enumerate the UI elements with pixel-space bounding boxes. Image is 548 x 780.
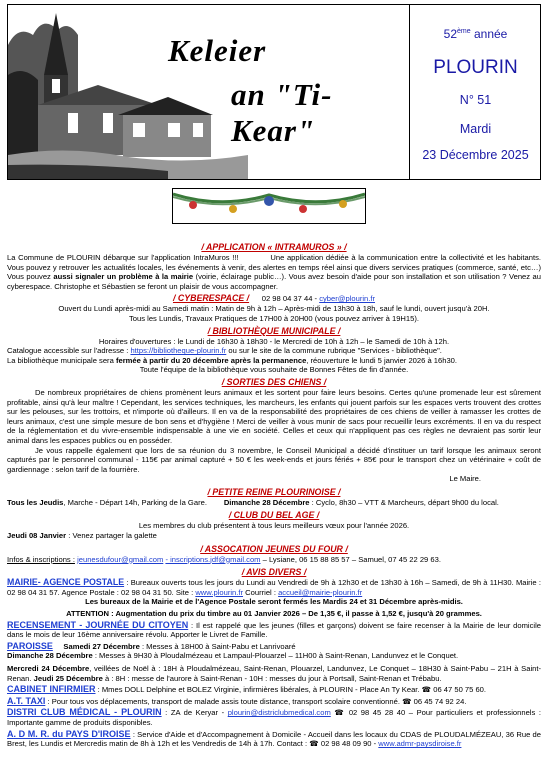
paroisse-block: PAROISSE Samedi 27 Décembre : Messes à 18H00 à Saint-Pabu et Lanrivoaré bbox=[7, 640, 296, 651]
taxi-block: A.T. TAXI : Pour tous vos déplacements, transport de malade assis toute distance, transport scolaire conventionné. ☎ 06 45 74 92 24. bbox=[7, 695, 467, 706]
app-text: La Commune de PLOURIN débarque sur l'application IntraMuros !!! Une application dédiée à la communication entre la collectivité et les habitants. Vous pouvez y retrouver les actualités locales, les événements à venir, des alertes en temps réel ainsi que divers services pratiques (commerce, santé, etc…) Vous pouvez aussi signaler un problème à la mairie (voirie, éclairage public…). Vous avez besoin d'aide pour son installation et son utilisation ? Venez au cyberespace. Christophe et Sébastien se feront un plaisir de vous accompagner. bbox=[7, 253, 541, 291]
section-title-reine: / PETITE REINE PLOURINOISE / bbox=[207, 486, 341, 497]
ajf-email-link[interactable]: jeunesdufour@gmail.com bbox=[77, 554, 164, 564]
section-title-chiens: / SORTIES DES CHIENS / bbox=[221, 376, 327, 387]
recensement-block: RECENSEMENT - JOURNÉE DU CITOYEN : Il est rappelé que les jeunes (filles et garçons) doivent se faire recenser à la Mairie de leur domicile dans le mois de leur 16ème anniversaire révolu. Apporter le Livret de Famille. bbox=[7, 619, 541, 640]
section-title-belage: / CLUB DU BEL AGE / bbox=[228, 510, 320, 521]
year-label: 52ème année bbox=[443, 27, 508, 41]
reine-line: Tous les Jeudis, Marche - Départ 14h, Parking de la Gare. Dimanche 28 Décembre : Cyclo, 8h30 – VTT & Marcheurs, départ 9h00 du local. bbox=[7, 497, 499, 507]
issue-date: 23 Décembre 2025 bbox=[422, 148, 529, 162]
phone-icon: ☎ bbox=[421, 685, 432, 695]
issue-info bbox=[410, 5, 541, 179]
bulletin-content bbox=[7, 242, 541, 749]
belage-wishes: Les membres du club présentent à tous leurs meilleurs vœux pour l'année 2026. bbox=[138, 521, 410, 531]
christmas-garland-icon bbox=[173, 189, 365, 223]
ajf-inscription-link[interactable]: jdf@gmail.com bbox=[210, 554, 261, 564]
mairie-block: MAIRIE- AGENCE POSTALE : Bureaux ouverts tous les jours du Lundi au Vendredi de 9h à 12h30 et de 13h30 à 16h – Samedi, de 9h à 11H30. Mairie : 02 98 04 31 57. Agence Postale : 02 98 04 31 50. Site : www.plourin.fr Courriel : accueil@mairie-plourin.fr bbox=[7, 577, 541, 597]
weekday: Mardi bbox=[459, 122, 492, 136]
cyber-head: / CYBERESPACE / 02 98 04 37 44 - cyber@plourin.fr bbox=[172, 293, 376, 304]
timbre-notice: ATTENTION : Augmentation du prix du timbre au 01 Janvier 2026 – De 1,35 €, il passe à 1,52 €, jusqu'à 20 grammes. bbox=[66, 609, 482, 619]
site-link[interactable]: www.plourin.fr bbox=[195, 587, 244, 597]
phone-icon: ☎ bbox=[309, 739, 319, 749]
section-title-cyber: / CYBERESPACE / bbox=[172, 293, 250, 304]
chiens-para1: De nombreux propriétaires de chiens promènent leurs animaux et les sortent pour faire leurs besoins. Certes qu'une promenade leur est sûrement profitable, ainsi qu'à leur maître ! Cependant, les services techniques, les marcheurs, les enfants qui jouent parfois sur les espaces verts trouvent des crottes sur les pelouses, sur les trottoirs, et n'importe où d'ailleurs. Il en va de la responsabilité des propriétaires de ces chiens de veiller à ramasser les crottes de leurs animaux, c'est une simple mesure de bon sens et d'hygiène ! Merci de veiller à vous munir de sacs pour recueillir leurs excréments. Il en va du respect de la réglementation et du vivre-ensemble indispensable à une vie en société. Celles et ceux qui n'appliquent pas ces règles ne devraient pas sortir leur animal dans les espaces publics ou en posséder. bbox=[7, 387, 541, 445]
section-title-avis: / AVIS DIVERS / bbox=[241, 567, 307, 578]
masthead bbox=[7, 4, 541, 180]
cyber-hours: Ouvert du Lundi après-midi au Samedi matin : Matin de 9h à 12h – Après-midi de 13h30 à 18h, sauf le lundi, ouvert jusqu'à 20H. bbox=[58, 304, 490, 314]
phone-icon: ☎ bbox=[402, 696, 412, 706]
distri-block: DISTRI CLUB MÉDICAL - PLOURIN : ZA de Keryar - plourin@districlubmedical.com ☎ 02 98 45 28 40 – Pour particuliers et professionnels : Importante gamme de produits disponibles. bbox=[7, 707, 541, 727]
paroisse-dimanche: Dimanche 28 Décembre : Messes à 9H30 à Ploudalmézeau et Lampaul-Plouarzel – 11H00 à Saint-Renan, Landunvez et le Conquet. bbox=[7, 651, 459, 661]
biblio-catalogue: Catalogue accessible sur l'adresse : https://bibliotheque-plourin.fr ou sur le site de la commune rubrique "Services - bibliothèque". bbox=[7, 346, 442, 356]
church-illustration bbox=[8, 5, 410, 179]
biblio-hours: Horaires d'ouvertures : le Lundi de 16h30 à 18h30 - le Mercredi de 10h à 12h – le Samedi de 10h à 12h. bbox=[98, 336, 450, 346]
paroisse-noel: Mercredi 24 Décembre, veillées de Noël à : 18H à Ploudalmézeau, Saint-Renan, Plouarzel, Landunvez, Le Conquet – 18H30 à Saint-Pabu – 21H à Saint-Renan. Jeudi 25 Décembre à : 8H : messe de l'aurore à Saint-Renan - 10H : messes du jour à Portsall, Saint-Renan et Trébabu. bbox=[7, 664, 542, 683]
admr-block: A. D M. R. du PAYS D'IROISE : Service d'Aide et d'Accompagnement à Domicile - Accueil dans les locaux du CDAS de PLOUDALMÉZEAU, 36 Rue de Brest, les Lundis et Mercredis matin de 8h à 12h et les Vendredis de 14h à 17h. Contact : ☎ 02 98 48 09 90 - www.admr-paysdiroise.fr bbox=[7, 728, 542, 749]
belage-event: Jeudi 08 Janvier : Venez partager la galette bbox=[7, 531, 157, 541]
cyber-email-link[interactable]: cyber@plourin.fr bbox=[319, 294, 376, 304]
courriel-link[interactable]: accueil@mairie-plourin.fr bbox=[278, 587, 363, 597]
distri-email-link[interactable]: plourin@districlubmedical.com bbox=[227, 708, 331, 718]
festive-banner bbox=[172, 188, 366, 224]
phone-icon: ☎ bbox=[334, 708, 346, 718]
section-title-app: / APPLICATION « INTRAMUROS » / bbox=[201, 242, 347, 252]
biblio-wishes: Toute l'équipe de la bibliothèque vous souhaite de Bonnes Fêtes de fin d'année. bbox=[139, 365, 409, 375]
ajf-line: Infos & inscriptions : jeunesdufour@gmail.com - inscriptions.jdf@gmail.com – Lysiane, 06 15 88 85 57 – Samuel, 07 45 22 29 63. bbox=[7, 554, 441, 564]
title-line-1: Keleier bbox=[168, 33, 267, 68]
biblio-link[interactable]: https://bibliotheque-plourin.fr bbox=[130, 346, 227, 356]
issue-number: N° 51 bbox=[459, 93, 492, 107]
cyber-tp: Tous les Lundis, Travaux Pratiques de 17H00 à 20H00 (vous pouvez arriver à 19H15). bbox=[129, 313, 419, 323]
town-name: PLOURIN bbox=[433, 57, 518, 78]
section-title-ajf: / ASSOCATION JEUNES DU FOUR / bbox=[200, 543, 348, 554]
cabinet-block: CABINET INFIRMIER : Mmes DOLL Delphine et BOLEZ Virginie, infirmières libérales, à PLOURIN - Place An Ty Kear. ☎ 06 47 50 75 60. bbox=[7, 684, 487, 695]
chiens-sign: Le Maire. bbox=[449, 474, 481, 484]
mairie-closure: Les bureaux de la Mairie et de l'Agence Postale seront fermés les Mardis 24 et 31 Décembre après-midis. bbox=[85, 597, 463, 607]
title-line-2: an "Ti-Kear" bbox=[231, 77, 333, 148]
chiens-para2: Je vous rappelle également que lors de sa réunion du 3 novembre, le Conseil Municipal a décidé d'instituer un tarif lorsque les animaux seront capturés par le personnel communal - 115€ par animal capturé + 50 € les week-ends et jours fériés + 85€ pour le transport chez un vétérinaire + coût de gardiennage : selon tarif de la fourrière. bbox=[7, 445, 541, 474]
admr-site-link[interactable]: www.admr-paysdiroise.fr bbox=[378, 739, 462, 749]
section-title-biblio: / BIBLIOTHÈQUE MUNICIPALE / bbox=[207, 325, 341, 336]
biblio-closure: La bibliothèque municipale sera fermée à partir du 20 décembre après la permanence, réouverture le lundi 5 janvier 2026 à 16h30. bbox=[7, 355, 458, 365]
